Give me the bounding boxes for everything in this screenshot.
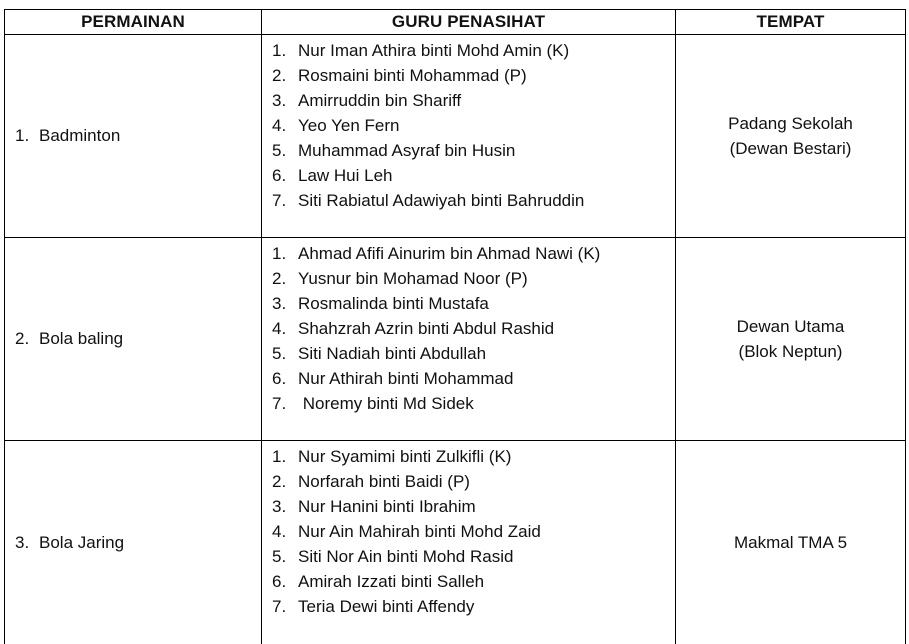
advisors-cell: [262, 238, 676, 441]
advisor-item: 2. Norfarah binti Baidi (P): [272, 469, 675, 494]
place-cell: [676, 238, 906, 441]
advisor-item: 4. Yeo Yen Fern: [272, 113, 675, 138]
place-line-2: (Dewan Bestari): [676, 136, 905, 161]
advisor-item: 4. Shahzrah Azrin binti Abdul Rashid: [272, 316, 675, 341]
place-line-1: Padang Sekolah: [676, 111, 905, 136]
place-line-1: Dewan Utama: [676, 314, 905, 339]
game-cell: [5, 35, 262, 238]
advisor-item: 1. Nur Iman Athira binti Mohd Amin (K): [272, 38, 675, 63]
advisor-item: 1. Ahmad Afifi Ainurim bin Ahmad Nawi (K): [272, 241, 675, 266]
place-line-1: Makmal TMA 5: [676, 530, 905, 555]
advisor-item: 2. Rosmaini binti Mohammad (P): [272, 63, 675, 88]
header-row: [5, 10, 906, 35]
table-row: [5, 441, 906, 644]
game-name: Bola Jaring: [39, 533, 124, 552]
place-cell: [676, 35, 906, 238]
advisors-cell: [262, 35, 676, 238]
advisor-item: 6. Nur Athirah binti Mohammad: [272, 366, 675, 391]
advisor-item: 2. Yusnur bin Mohamad Noor (P): [272, 266, 675, 291]
advisor-item: 7. Teria Dewi binti Affendy: [272, 594, 675, 619]
activity-table: [4, 9, 906, 644]
advisor-item: 5. Siti Nor Ain binti Mohd Rasid: [272, 544, 675, 569]
advisor-item: 5. Muhammad Asyraf bin Husin: [272, 138, 675, 163]
advisor-list: [272, 38, 675, 213]
advisor-item: 5. Siti Nadiah binti Abdullah: [272, 341, 675, 366]
game-number: 2.: [15, 329, 39, 349]
advisors-cell: [262, 441, 676, 644]
advisor-item: 1. Nur Syamimi binti Zulkifli (K): [272, 444, 675, 469]
advisor-item: 3. Nur Hanini binti Ibrahim: [272, 494, 675, 519]
game-number: 1.: [15, 126, 39, 146]
advisor-item: 6. Amirah Izzati binti Salleh: [272, 569, 675, 594]
advisor-list: [272, 241, 675, 416]
place-cell: [676, 441, 906, 644]
game-name: Badminton: [39, 126, 120, 145]
header-advisors: GURU PENASIHAT: [262, 10, 676, 35]
table-row: [5, 238, 906, 441]
header-game: PERMAINAN: [5, 10, 262, 35]
advisor-item: 6. Law Hui Leh: [272, 163, 675, 188]
header-place: TEMPAT: [676, 10, 906, 35]
game-cell: [5, 441, 262, 644]
table-row: [5, 35, 906, 238]
advisor-item: 3. Rosmalinda binti Mustafa: [272, 291, 675, 316]
advisor-item: 3. Amirruddin bin Shariff: [272, 88, 675, 113]
game-name: Bola baling: [39, 329, 123, 348]
game-number: 3.: [15, 533, 39, 553]
place-line-2: (Blok Neptun): [676, 339, 905, 364]
advisor-item: 7. Siti Rabiatul Adawiyah binti Bahruddin: [272, 188, 675, 213]
advisor-item: 4. Nur Ain Mahirah binti Mohd Zaid: [272, 519, 675, 544]
game-cell: [5, 238, 262, 441]
advisor-list: [272, 444, 675, 619]
advisor-item: 7. Noremy binti Md Sidek: [272, 391, 675, 416]
